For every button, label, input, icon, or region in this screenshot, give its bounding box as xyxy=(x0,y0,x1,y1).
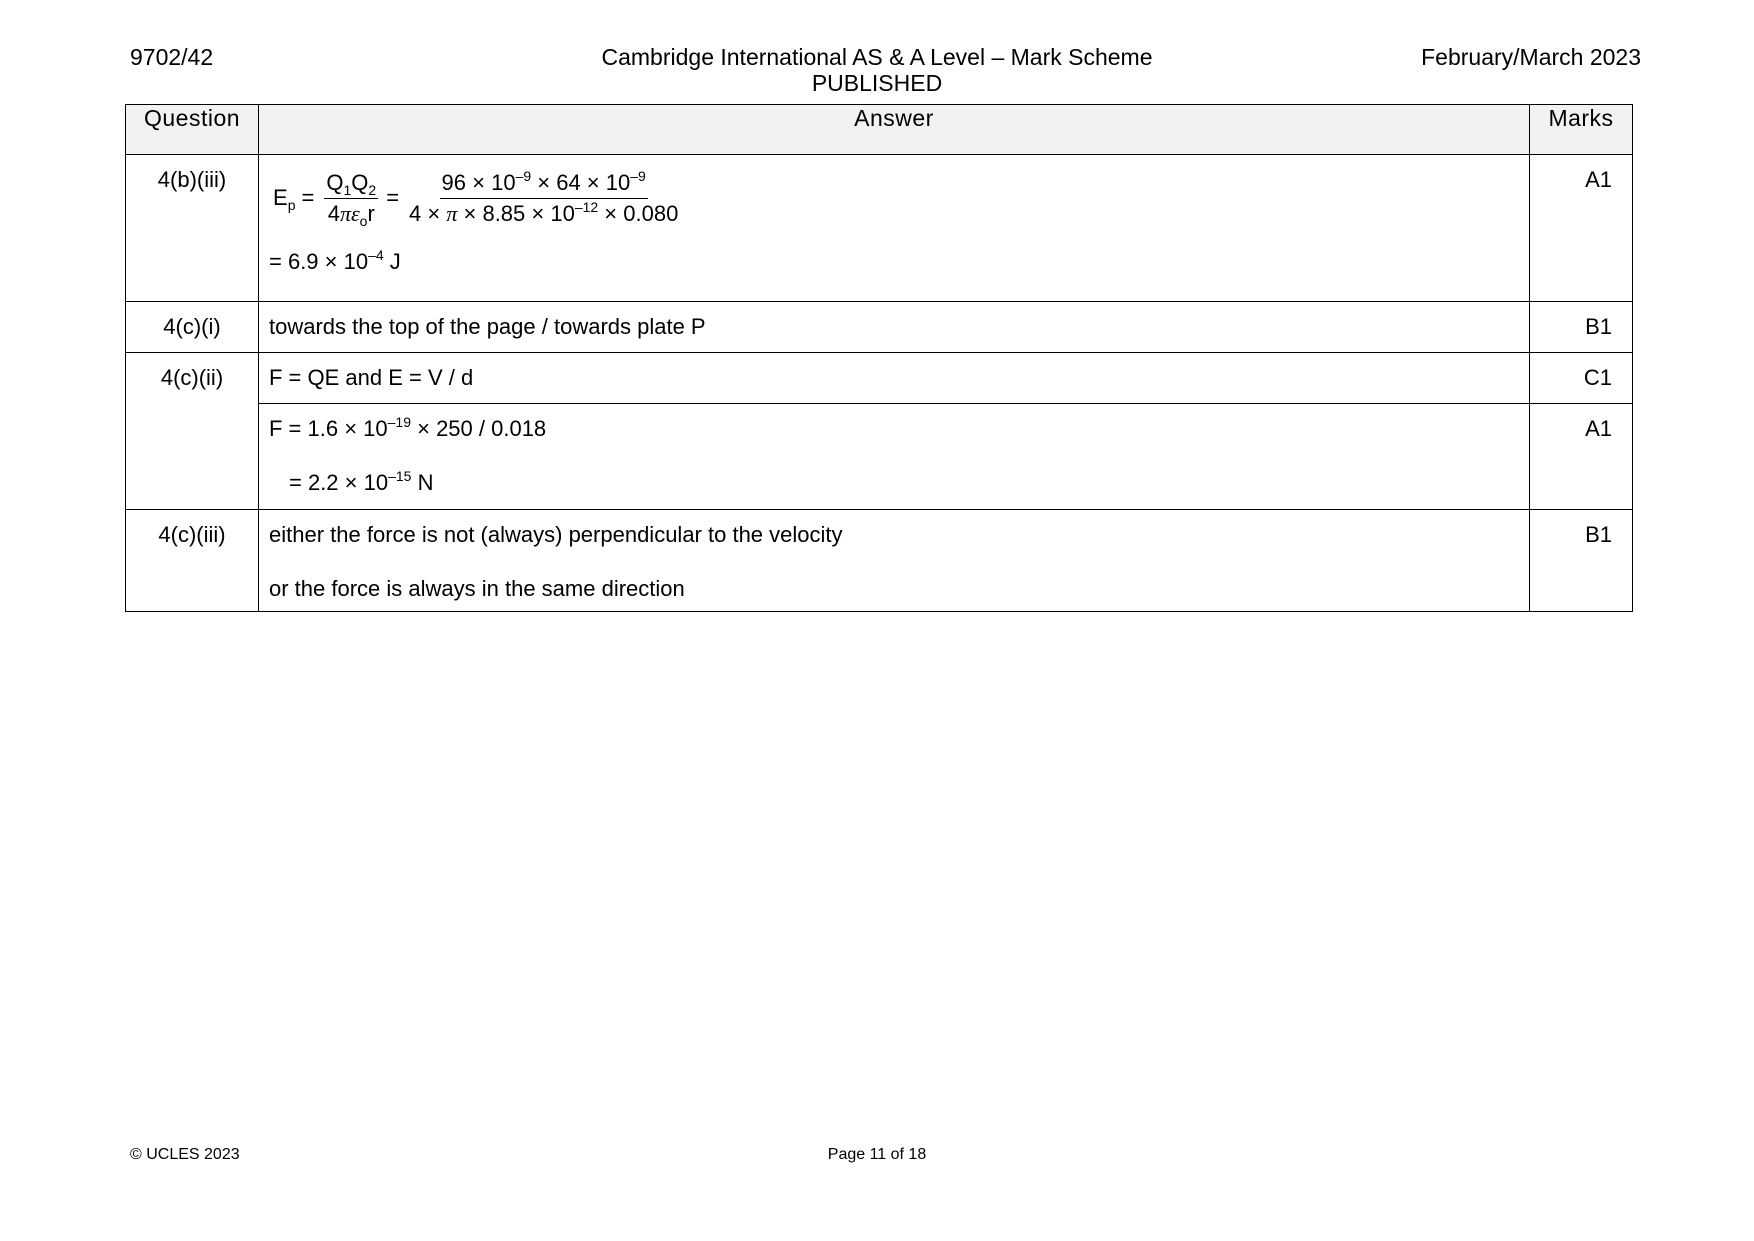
marks-cell: A1 xyxy=(1530,404,1633,510)
table-row xyxy=(126,302,1633,353)
answer-option-or: or the force is always in the same direction xyxy=(269,576,685,601)
force-calculation: $F = 1.6 \times 10^{-19} \times 250 / 0.018$ xyxy=(269,414,547,441)
question-column-header: Question xyxy=(126,105,259,155)
answer-cell xyxy=(259,404,1530,510)
marks-cell: B1 xyxy=(1530,510,1633,612)
paper-code: 9702/42 xyxy=(130,44,214,70)
marks-cell: A1 xyxy=(1530,155,1633,302)
equals-sign: = xyxy=(301,185,315,210)
page-number: Page 11 of 18 xyxy=(827,1146,927,1163)
energy-result: = $6.9 \times 10^{-4}$ J xyxy=(269,247,401,274)
marks-cell: B1 xyxy=(1530,302,1633,353)
answer-cell: F = QE and E = V / d xyxy=(259,353,1530,404)
question-cell: 4(c)(iii) xyxy=(126,510,259,612)
marks-cell: C1 xyxy=(1530,353,1633,404)
answer-cell xyxy=(259,155,1530,302)
force-result: = $2.2 \times 10^{-15}$ N xyxy=(289,468,434,495)
document-title: Cambridge International AS & A Level – Mark Scheme xyxy=(601,44,1153,70)
question-cell: 4(c)(i) xyxy=(126,302,259,353)
marks-column-header: Marks xyxy=(1530,105,1633,155)
copyright-notice: © UCLES 2023 xyxy=(130,1146,240,1163)
symbolic-fraction: $\frac{Q_1Q_2}{4\pi\varepsilon_or}$ xyxy=(326,169,377,229)
table-row xyxy=(126,155,1633,302)
question-cell: 4(c)(ii) xyxy=(126,353,259,510)
question-cell: 4(b)(iii) xyxy=(126,155,259,302)
answer-option-either: either the force is not (always) perpendicular to the velocity xyxy=(269,522,843,547)
table-header-row xyxy=(126,105,1633,155)
mark-scheme-table xyxy=(125,104,1633,612)
equals-sign: = xyxy=(386,185,400,210)
exam-session: February/March 2023 xyxy=(1421,44,1641,70)
answer-column-header: Answer xyxy=(259,105,1530,155)
document-status: PUBLISHED xyxy=(811,70,943,96)
answer-cell xyxy=(259,510,1530,612)
energy-formula xyxy=(273,167,1528,229)
numeric-fraction: $\frac{96 \times 10^{-9} \times 64 \times 10^{-9}}{4 \times \pi \times 8.85 \times 10^{-12} \times 0.080}$ xyxy=(409,167,679,226)
table-row xyxy=(126,510,1633,612)
table-row xyxy=(126,353,1633,404)
table-row xyxy=(126,404,1633,510)
formula-lhs: $E_p$ xyxy=(273,185,296,213)
answer-cell: towards the top of the page / towards plate P xyxy=(259,302,1530,353)
